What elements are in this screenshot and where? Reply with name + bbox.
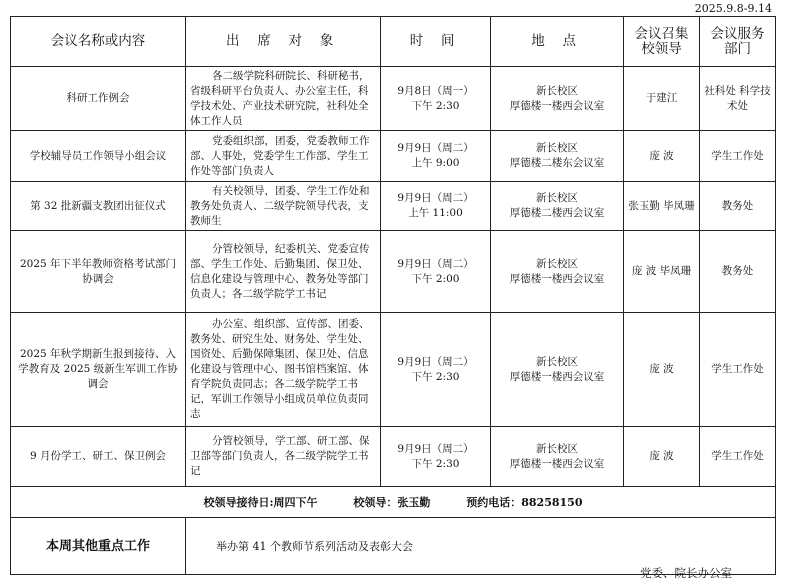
meeting-room: 厚德楼二楼西会议室	[509, 207, 605, 219]
meeting-date: 9月9日（周二）	[397, 192, 474, 204]
meeting-room: 厚德楼一楼西会议室	[509, 272, 605, 285]
table-row	[11, 313, 776, 427]
meeting-name: 科研工作例会	[11, 67, 186, 131]
meeting-time	[381, 231, 491, 313]
header-location: 地 点	[491, 17, 624, 67]
meeting-location	[491, 427, 624, 487]
meeting-clock: 上午 11:00	[408, 207, 463, 219]
meeting-leader: 于建江	[624, 67, 700, 131]
other-work-label: 本周其他重点工作	[11, 518, 186, 575]
meeting-leader: 庞 波	[624, 313, 700, 427]
reception-phone: 预约电话：88258150	[466, 495, 583, 509]
meeting-name: 2025 年下半年教师资格考试部门协调会	[11, 231, 186, 313]
meeting-attendees: 有关校领导，团委、学生工作处和教务处负责人、二级学院领导代表，支教师生	[186, 182, 381, 231]
meeting-leader: 庞 波 毕凤珊	[624, 231, 700, 313]
meeting-time	[381, 67, 491, 131]
meeting-location	[491, 67, 624, 131]
header-attendees: 出 席 对 象	[186, 17, 381, 67]
meeting-campus: 新长校区	[536, 442, 578, 455]
meeting-attendees: 各二级学院科研院长、科研秘书，省级科研平台负责人、办公室主任，科学技术处、产业技术研究院，社科处全体工作人员	[186, 67, 381, 131]
meeting-date: 9月9日（周二）	[397, 257, 474, 270]
meeting-campus: 新长校区	[536, 355, 578, 368]
meeting-date: 9月9日（周二）	[397, 442, 474, 455]
meeting-location	[491, 313, 624, 427]
meeting-dept: 学生工作处	[700, 131, 776, 182]
header-leader: 会议召集校领导	[624, 17, 700, 67]
table-row	[11, 427, 776, 487]
reception-row	[11, 487, 776, 518]
meeting-room: 厚德楼一楼西会议室	[509, 370, 605, 383]
meeting-date: 9月9日（周二）	[397, 142, 474, 154]
meeting-name: 2025 年秋学期新生报到接待、入学教育及 2025 级新生军训工作协调会	[11, 313, 186, 427]
meeting-clock: 下午 2:00	[411, 272, 460, 285]
reception-info	[11, 487, 776, 518]
table-row	[11, 131, 776, 182]
meeting-time	[381, 131, 491, 182]
reception-leader: 校领导：张玉勤	[353, 495, 431, 509]
meeting-campus: 新长校区	[536, 257, 578, 270]
issuing-office: 党委、院长办公室	[640, 566, 732, 580]
meeting-attendees: 党委组织部，团委，党委教师工作部、人事处，党委学生工作部、学生工作处等部门负责人	[186, 131, 381, 182]
meeting-clock: 上午 9:00	[411, 157, 460, 169]
meeting-location	[491, 231, 624, 313]
meeting-room: 厚德楼一楼西会议室	[509, 99, 605, 112]
meeting-name: 学校辅导员工作领导小组会议	[11, 131, 186, 182]
meeting-location	[491, 131, 624, 182]
meeting-dept: 教务处	[700, 231, 776, 313]
meeting-clock: 下午 2:30	[411, 457, 460, 470]
meeting-time	[381, 427, 491, 487]
meeting-name: 第 32 批新疆支教团出征仪式	[11, 182, 186, 231]
meeting-leader: 庞 波	[624, 427, 700, 487]
meeting-room: 厚德楼一楼西会议室	[509, 457, 605, 470]
header-meeting-name: 会议名称或内容	[11, 17, 186, 67]
other-work-content: 举办第 41 个教师节系列活动及表彰大会	[186, 518, 776, 575]
meeting-location	[491, 182, 624, 231]
header-time: 时 间	[381, 17, 491, 67]
meeting-date: 9月8日（周一）	[397, 84, 474, 97]
table-row	[11, 182, 776, 231]
meeting-dept: 社科处 科学技术处	[700, 67, 776, 131]
table-row	[11, 67, 776, 131]
meeting-attendees: 办公室、组织部、宣传部、团委、教务处、研究生处、财务处、学生处、国资处、后勤保障集团、保卫处、信息化建设与管理中心、图书馆档案馆、体育学院负责同志；各二级学院学工书记，军训工作领导小组成员单位负责同志	[186, 313, 381, 427]
meeting-campus: 新长校区	[536, 84, 578, 97]
meeting-attendees: 分管校领导，纪委机关、党委宣传部、学生工作处、后勤集团、保卫处、信息化建设与管理中心、教务处等部门负责人；各二级学院学工书记	[186, 231, 381, 313]
reception-day: 校领导接待日:周四下午	[203, 495, 318, 509]
meeting-time	[381, 313, 491, 427]
meeting-dept: 教务处	[700, 182, 776, 231]
meeting-clock: 下午 2:30	[411, 370, 460, 383]
meeting-leader: 庞 波	[624, 131, 700, 182]
meeting-dept: 学生工作处	[700, 313, 776, 427]
meeting-campus: 新长校区	[536, 142, 578, 154]
meeting-room: 厚德楼二楼东会议室	[509, 157, 605, 169]
meeting-clock: 下午 2:30	[411, 99, 460, 112]
meeting-attendees: 分管校领导，学工部、研工部、保卫部等部门负责人，各二级学院学工书记	[186, 427, 381, 487]
meeting-campus: 新长校区	[536, 192, 578, 204]
header-row	[11, 17, 776, 67]
header-dept: 会议服务部门	[700, 17, 776, 67]
meeting-leader: 张玉勤 毕凤珊	[624, 182, 700, 231]
meeting-date: 9月9日（周二）	[397, 355, 474, 368]
table-row	[11, 231, 776, 313]
meeting-dept: 学生工作处	[700, 427, 776, 487]
meeting-name: 9 月份学工、研工、保卫例会	[11, 427, 186, 487]
meeting-time	[381, 182, 491, 231]
date-range: 2025.9.8-9.14	[694, 2, 772, 15]
meeting-schedule-table	[10, 16, 776, 575]
